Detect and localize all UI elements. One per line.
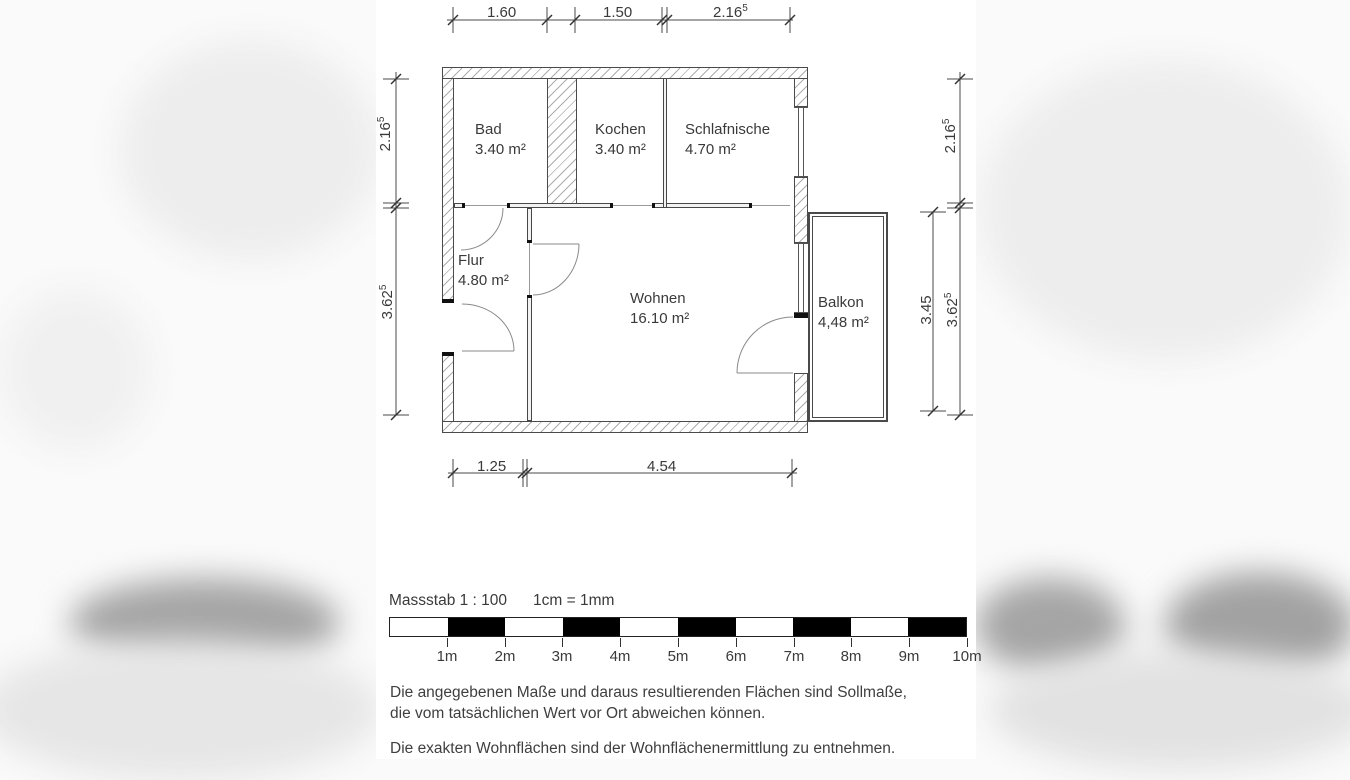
wall-top	[442, 67, 808, 79]
note-line-2: die vom tatsächlichen Wert vor Ort abweichen können.	[390, 705, 766, 722]
scalebar-label-2m: 2m	[494, 648, 516, 665]
dim-right-2: 3.62$^5$	[943, 292, 961, 328]
dim-left-2: 3.62$^5$	[378, 284, 396, 320]
room-area: 16.10 m²	[630, 310, 690, 327]
dim-top-2: 1.50	[603, 4, 633, 21]
room-area: 3.40 m²	[475, 141, 526, 158]
scalebar-label-5m: 5m	[667, 648, 689, 665]
wall-bottom	[442, 421, 808, 433]
room-area: 4,48 m²	[818, 314, 869, 331]
room-label-kochen	[595, 120, 646, 160]
dim-balcony-height: 3.45	[918, 295, 935, 325]
balcony-door-threshold	[794, 313, 808, 318]
wall-right-3	[794, 373, 808, 422]
room-label-wohnen	[630, 289, 689, 329]
scalebar-segment	[448, 618, 506, 636]
bg-blob-right-bottom	[990, 650, 1350, 770]
scalebar-tick	[736, 638, 737, 647]
dim-top-1: 1.60	[487, 4, 517, 21]
scalebar-tick	[620, 638, 621, 647]
door-cap	[610, 203, 613, 208]
room-name: Wohnen	[630, 290, 686, 307]
scalebar-segment	[505, 618, 563, 636]
scalebar-segment	[390, 618, 448, 636]
room-area: 3.40 m²	[595, 141, 646, 158]
bg-blob-left-mid	[0, 290, 150, 450]
room-label-flur	[458, 251, 509, 291]
door-cap	[507, 203, 510, 208]
wall-under-bad-kochen	[507, 203, 613, 208]
scalebar-segment	[793, 618, 851, 636]
scalebar	[389, 617, 967, 637]
entrance-cap	[442, 299, 454, 303]
scalebar-label-4m: 4m	[609, 648, 631, 665]
scalebar-label-10m: 10m	[952, 648, 982, 665]
door-cap	[652, 203, 655, 208]
wall-flur-wohnen-lower	[527, 295, 532, 421]
scalebar-tick	[967, 638, 968, 647]
wall-under-schlafnische	[652, 203, 752, 208]
scalebar-tick	[505, 638, 506, 647]
scalebar-tick	[909, 638, 910, 647]
window-wohnen	[794, 243, 808, 313]
room-label-bad	[475, 120, 526, 160]
door-cap	[527, 295, 532, 298]
room-label-balkon	[818, 293, 869, 333]
scalebar-label-3m: 3m	[551, 648, 573, 665]
scalebar-segment	[736, 618, 794, 636]
dim-bottom-2: 4.54	[647, 458, 677, 475]
room-area: 4.80 m²	[458, 272, 509, 289]
wall-left-upper	[442, 78, 454, 303]
scalebar-title: Massstab 1 : 100	[389, 592, 508, 609]
scalebar-equivalence: 1cm = 1mm	[533, 592, 615, 609]
wall-bad-kochen	[547, 78, 577, 208]
scalebar-label-8m: 8m	[840, 648, 862, 665]
room-name: Schlafnische	[685, 121, 771, 138]
room-name: Bad	[475, 121, 502, 138]
scalebar-label-7m: 7m	[783, 648, 805, 665]
wall-left-lower	[442, 352, 454, 422]
scalebar-label-6m: 6m	[725, 648, 747, 665]
scalebar-tick	[447, 638, 448, 647]
entrance-cap	[442, 352, 454, 356]
wall-right-1	[794, 78, 808, 107]
note-line-3: Die exakten Wohnflächen sind der Wohnflächenermittlung zu entnehmen.	[390, 740, 896, 757]
wall-right-2	[794, 177, 808, 243]
scalebar-segment	[620, 618, 678, 636]
scalebar-segment	[908, 618, 966, 636]
wall-flur-wohnen-upper	[527, 208, 532, 243]
scalebar-tick	[794, 638, 795, 647]
note-line-1: Die angegebenen Maße und daraus resultierenden Flächen sind Sollmaße,	[390, 684, 907, 701]
door-cap	[527, 240, 532, 243]
scalebar-segment	[851, 618, 909, 636]
dim-bottom-1: 1.25	[477, 458, 507, 475]
dim-right-1: 2.16$^5$	[941, 118, 959, 154]
scalebar-label-1m: 1m	[436, 648, 458, 665]
scalebar-segment	[678, 618, 736, 636]
room-area: 4.70 m²	[685, 141, 736, 158]
scalebar-tick	[562, 638, 563, 647]
scalebar-label-9m: 9m	[898, 648, 920, 665]
dim-top-3: 2.16$^5$	[713, 3, 748, 21]
room-name: Flur	[458, 252, 484, 269]
bg-blob-right-top	[980, 60, 1350, 360]
window-glazing	[798, 108, 804, 176]
bg-blob-left-top	[120, 40, 380, 260]
room-name: Kochen	[595, 121, 646, 138]
dim-left-1: 2.16$^5$	[376, 116, 394, 152]
bg-blob-left-bottom	[0, 640, 380, 780]
door-cap	[462, 203, 465, 208]
scalebar-tick	[851, 638, 852, 647]
scalebar-tick	[678, 638, 679, 647]
door-cap	[749, 203, 752, 208]
wall-kochen-schlafnische	[663, 78, 667, 208]
scalebar-segment	[563, 618, 621, 636]
window-glazing	[798, 244, 804, 312]
window-schlafnische	[794, 107, 808, 177]
room-name: Balkon	[818, 294, 864, 311]
room-label-schlafnische	[685, 120, 770, 160]
